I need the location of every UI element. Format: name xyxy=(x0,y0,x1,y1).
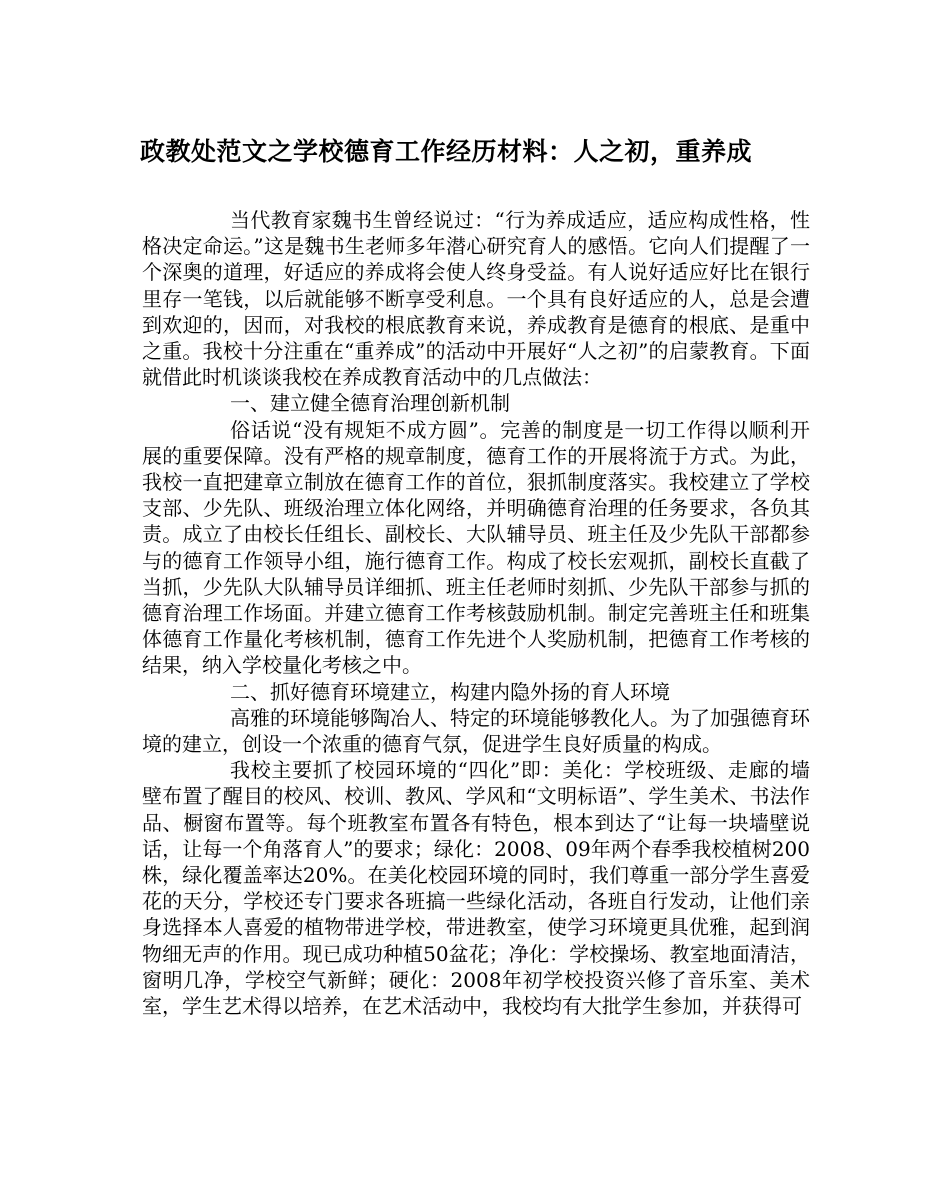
paragraph-section-1: 俗话说“没有规矩不成方圆”。完善的制度是一切工作得以顺利开展的重要保障。没有严格的规章制度，德育工作的开展将流于方式。为此，我校一直把建章立制放在德育工作的首位，狠抓制度落实。我校建立了学校支部、少先队、班级治理立体化网络，并明确德育治理的任务要求，各负其责。成立了由校长任组长、副校长、大队辅导员、班主任及少先队干部都参与的德育工作领导小组，施行德育工作。构成了校长宏观抓，副校长直截了当抓，少先队大队辅导员详细抓、班主任老师时刻抓、少先队干部参与抓的德育治理工作场面。并建立德育工作考核鼓励机制。制定完善班主任和班集体德育工作量化考核机制，德育工作先进个人奖励机制，把德育工作考核的结果，纳入学校量化考核之中。 xyxy=(142,417,810,678)
document-body xyxy=(142,207,810,1019)
paragraph-section-2-intro: 高雅的环境能够陶冶人、特定的环境能够教化人。为了加强德育环境的建立，创设一个浓重的德育气氛，促进学生良好质量的构成。 xyxy=(142,705,810,757)
paragraph-section-2-detail: 我校主要抓了校园环境的“四化”即：美化：学校班级、走廊的墙壁布置了醒目的校风、校训、教风、学风和“文明标语”、学生美术、书法作品、橱窗布置等。每个班教室布置各有特色，根本到达了“让每一块墙壁说话，让每一个角落育人”的要求；绿化：2008、09年两个春季我校植树200株，绿化覆盖率达20%。在美化校园环境的同时，我们尊重一部分学生喜爱花的天分，学校还专门要求各班搞一些绿化活动，各班自行发动，让他们亲身选择本人喜爱的植物带进学校，带进教室，使学习环境更具优雅，起到润物细无声的作用。现已成功种植50盆花；净化：学校操场、教室地面清洁，窗明几净，学校空气新鲜；硬化：2008年初学校投资兴修了音乐室、美术室，学生艺术得以培养，在艺术活动中，我校均有大批学生参加，并获得可 xyxy=(142,758,810,1019)
section-heading-1: 一、建立健全德育治理创新机制 xyxy=(230,391,510,416)
document-title: 政教处范文之学校德育工作经历材料：人之初，重养成 xyxy=(140,137,753,166)
paragraph-intro: 当代教育家魏书生曾经说过：“行为养成适应，适应构成性格，性格决定命运。”这是魏书生老师多年潜心研究育人的感悟。它向人们提醒了一个深奥的道理，好适应的养成将会使人终身受益。有人说好适应好比在银行里存一笔钱，以后就能够不断享受利息。一个具有良好适应的人，总是会遭到欢迎的，因而，对我校的根底教育来说，养成教育是德育的根底、是重中之重。我校十分注重在“重养成”的活动中开展好“人之初”的启蒙教育。下面就借此时机谈谈我校在养成教育活动中的几点做法： xyxy=(142,208,810,390)
section-heading-2: 二、抓好德育环境建立，构建内隐外扬的育人环境 xyxy=(230,679,670,704)
